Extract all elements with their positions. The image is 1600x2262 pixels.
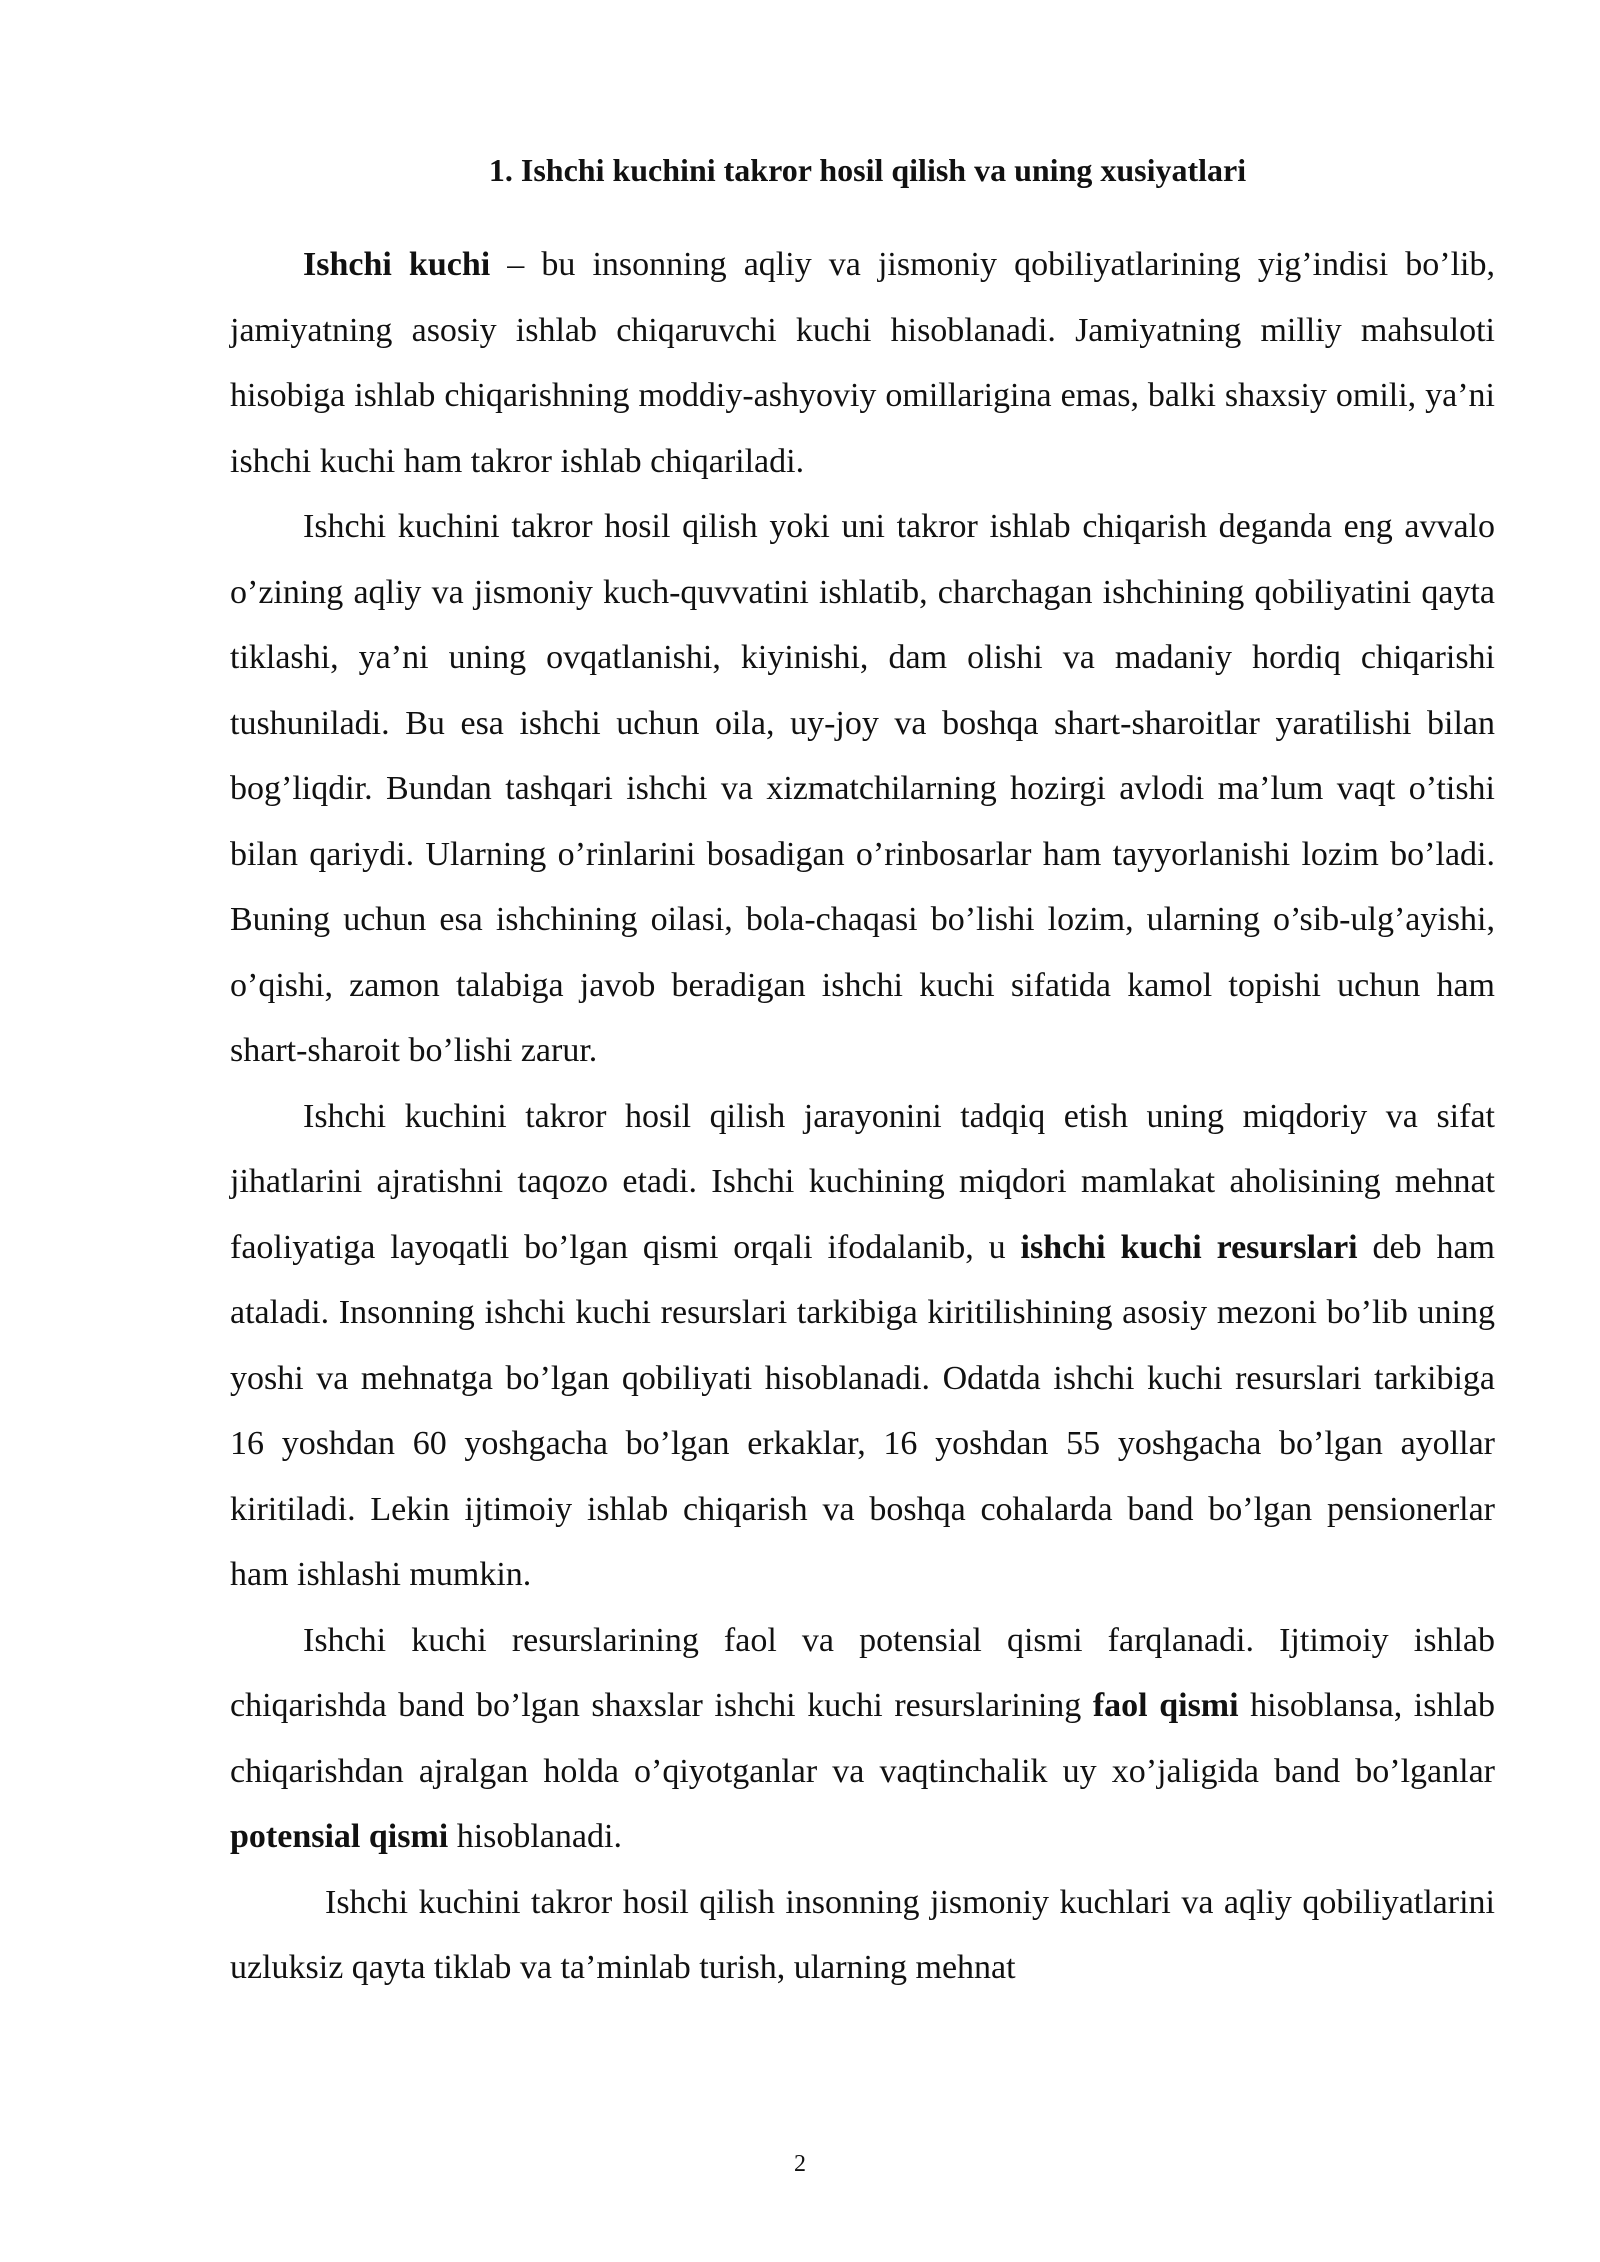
page-number: 2 <box>794 2151 806 2177</box>
bold-term: Ishchi kuchi <box>303 246 491 283</box>
paragraph-text: deb ham ataladi. Insonning ishchi kuchi resurslari tarkibiga kiritilishining asosiy mezoni bo’lib uning yoshi va mehnatga bo’lgan qobiliyati hisoblanadi. Odatda ishchi kuchi resurslari tarkibiga 16 yoshdan 60 yoshgacha bo’lgan erkaklar, 16 yoshdan 55 yoshgacha bo’lgan ayollar kiritiladi. Lekin ijtimoiy ishlab chiqarish va boshqa cohalarda band bo’lgan pensionerlar ham ishlashi mumkin. <box>230 1228 1495 1593</box>
bold-term: faol qismi <box>1092 1687 1239 1724</box>
paragraph-4 <box>230 1608 1495 1870</box>
bold-term: potensial qismi <box>230 1818 449 1855</box>
paragraph-text: Ishchi kuchini takror hosil qilish insonning jismoniy kuchlari va aqliy qobiliyatlarini uzluksiz qayta tiklab va ta’minlab turish, ularning mehnat <box>230 1883 1495 1986</box>
paragraph-text: hisoblanadi. <box>448 1818 622 1855</box>
paragraph-1 <box>230 232 1495 494</box>
paragraph-text: Ishchi kuchini takror hosil qilish jarayonini tadqiq etish uning miqdoriy va sifat jihatlarini ajratishni taqozo etadi. Ishchi kuchining miqdori mamlakat aholisining mehnat faoliyatiga layoqatli bo’lgan qismi orqali ifodalanib, u <box>230 1097 1495 1266</box>
page-content <box>230 150 1495 2001</box>
bold-term: ishchi kuchi resurslari <box>1020 1228 1358 1266</box>
paragraph-text: Ishchi kuchini takror hosil qilish yoki uni takror ishlab chiqarish deganda eng avvalo o’zining aqliy va jismoniy kuch-quvvatini ishlatib, charchagan ishchining qobiliyatini qayta tiklashi, ya’ni uning ovqatlanishi, kiyinishi, dam olishi va madaniy hordiq chiqarishi tushuniladi. Bu esa ishchi uchun oila, uy-joy va boshqa shart-sharoitlar yaratilishi bilan bog’liqdir. Bundan tashqari ishchi va xizmatchilarning hozirgi avlodi ma’lum vaqt o’tishi bilan qariydi. Ularning o’rinlarini bosadigan o’rinbosarlar ham tayyorlanishi lozim bo’ladi. Buning uchun esa ishchining oilasi, bola-chaqasi bo’lishi lozim, ularning o’sib-ulg’ayishi, o’qishi, zamon talabiga javob beradigan ishchi kuchi sifatida kamol topishi uchun ham shart-sharoit bo’lishi zarur. <box>230 508 1495 1069</box>
paragraph-2 <box>230 494 1495 1084</box>
paragraph-5 <box>230 1870 1495 2001</box>
paragraph-text: Ishchi kuchi resurslarining faol va potensial qismi farqlanadi. Ijtimoiy ishlab chiqarishda band bo’lgan shaxslar ishchi kuchi resurslarining <box>230 1621 1495 1724</box>
paragraph-3 <box>230 1084 1495 1608</box>
section-title: 1. Ishchi kuchini takror hosil qilish va uning xusiyatlari <box>488 152 1247 188</box>
paragraph-text: – bu insonning aqliy va jismoniy qobiliyatlarining yig’indisi bo’lib, jamiyatning asosiy ishlab chiqaruvchi kuchi hisoblanadi. Jamiyatning milliy mahsuloti hisobiga ishlab chiqarishning moddiy-ashyoviy omillarigina emas, balki shaxsiy omili, ya’ni ishchi kuchi ham takror ishlab chiqariladi. <box>230 246 1495 480</box>
paragraph-text: hisoblansa, ishlab chiqarishdan ajralgan holda o’qiyotganlar va vaqtinchalik uy xo’jaligida band bo’lganlar <box>230 1687 1495 1790</box>
